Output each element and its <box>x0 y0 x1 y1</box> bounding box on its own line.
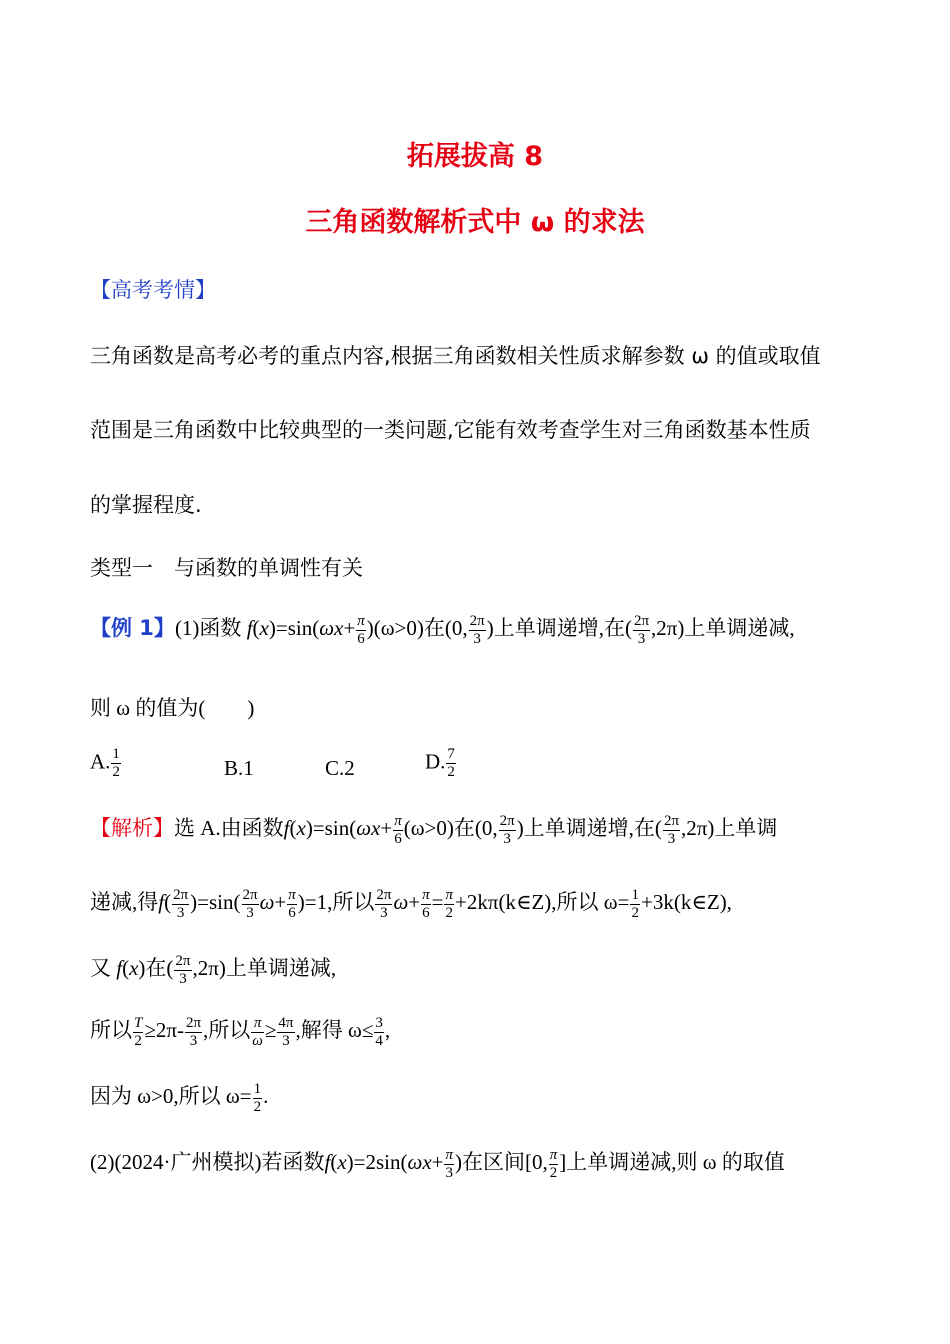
page-subtitle: 三角函数解析式中 ω 的求法 <box>305 207 645 238</box>
fraction: $\frac{\pi}{6}$ <box>394 812 402 847</box>
part-2-line-1: (2)(2024·广州模拟)若函数f(x)=2sin(ωx+ $\frac{\pi}{3}$ )在区间[0, $\frac{\pi}{2}$ ]上单调递减,则 ω 的取值 <box>90 1146 785 1181</box>
fraction: $\frac{2\pi}{3}$ <box>633 612 650 647</box>
fraction: $\frac{2\pi}{3}$ <box>175 952 191 987</box>
intro-line-2: 范围是三角函数中比较典型的一类问题,它能有效考查学生对三角函数基本性质 <box>90 418 811 442</box>
option-b: B.1 <box>224 756 254 780</box>
fraction: $\frac{7}{2}$ <box>447 746 455 780</box>
option-c: C.2 <box>325 756 355 780</box>
intro-line-3: 的掌握程度. <box>90 493 202 517</box>
section-label: 【高考考情】 <box>90 278 216 302</box>
fraction: $\frac{2\pi}{3}$ <box>242 886 258 921</box>
fraction: $\frac{2\pi}{3}$ <box>376 886 392 921</box>
fraction: $\frac{\pi}{6}$ <box>422 886 430 921</box>
fraction: $\frac{1}{2}$ <box>112 746 120 780</box>
analysis-line-5: 因为 ω>0,所以 ω= $\frac{1}{2}$ . <box>90 1080 269 1115</box>
fraction: $\frac{\pi}{2}$ <box>549 1146 558 1181</box>
fraction: $\frac{\pi}{\omega}$ <box>252 1014 263 1049</box>
example-1-line-2: 则 ω 的值为( ) <box>90 696 255 720</box>
option-d: D. $\frac{7}{2}$ <box>425 746 455 780</box>
analysis-line-3: 又 f(x)在( $\frac{2\pi}{3}$ ,2π)上单调递减, <box>90 952 337 987</box>
option-a: A. $\frac{1}{2}$ <box>90 746 120 780</box>
intro-line-1: 三角函数是高考必考的重点内容,根据三角函数相关性质求解参数 ω 的值或取值 <box>90 344 821 368</box>
fraction: $\frac{1}{2}$ <box>631 886 639 921</box>
analysis-label: 【解析】 <box>90 816 174 840</box>
analysis-line-2: 递减,得f( $\frac{2\pi}{3}$ )=sin( $\frac{2\pi}{3}$ ω+ $\frac{\pi}{6}$ )=1,所以 $\frac{2\pi}{3}$ ω+ $\frac{\pi}{6}$ = $\frac{\pi}{2}$ +2kπ(k∈Z),所以 ω= $\frac{1}{2}$ +3k(k∈Z), <box>90 886 732 921</box>
page-title: 拓展拔高 8 <box>406 141 544 172</box>
fraction: $\frac{2\pi}{3}$ <box>499 812 515 847</box>
fraction: $\frac{\pi}{6}$ <box>288 886 296 921</box>
fraction: $\frac{2\pi}{3}$ <box>663 812 680 847</box>
fraction: $\frac{3}{4}$ <box>375 1014 383 1049</box>
example-label: 【例 1】 <box>90 616 175 640</box>
fraction: $\frac{1}{2}$ <box>253 1080 262 1115</box>
fraction: $\frac{2\pi}{3}$ <box>173 886 189 921</box>
analysis-line-1: 【解析】选 A.由函数f(x)=sin(ωx+ $\frac{\pi}{6}$ (ω>0)在(0, $\frac{2\pi}{3}$ )上单调递增,在( $\frac{2\pi}{3}$ ,2π)上单调 <box>90 812 778 847</box>
fraction: $\frac{\pi}{6}$ <box>357 612 365 647</box>
type-heading: 类型一 与函数的单调性有关 <box>90 556 363 580</box>
fraction: $\frac{4\pi}{3}$ <box>278 1014 294 1049</box>
analysis-line-4: 所以 $\frac{T}{2}$ ≥2π- $\frac{2\pi}{3}$ ,所以 $\frac{\pi}{\omega}$ ≥ $\frac{4\pi}{3}$ ,解得 ω≤ $\frac{3}{4}$ , <box>90 1014 391 1049</box>
fraction: $\frac{T}{2}$ <box>134 1014 143 1049</box>
fraction: $\frac{2\pi}{3}$ <box>185 1014 202 1049</box>
fraction: $\frac{\pi}{3}$ <box>445 1146 453 1181</box>
fraction: $\frac{\pi}{2}$ <box>445 886 453 921</box>
example-1-line-1: 【例 1】(1)函数 f(x)=sin(ωx+ $\frac{\pi}{6}$ )(ω>0)在(0, $\frac{2\pi}{3}$ )上单调递增,在( $\frac{2\pi}{3}$ ,2π)上单调递减, <box>90 612 795 647</box>
fraction: $\frac{2\pi}{3}$ <box>469 612 485 647</box>
